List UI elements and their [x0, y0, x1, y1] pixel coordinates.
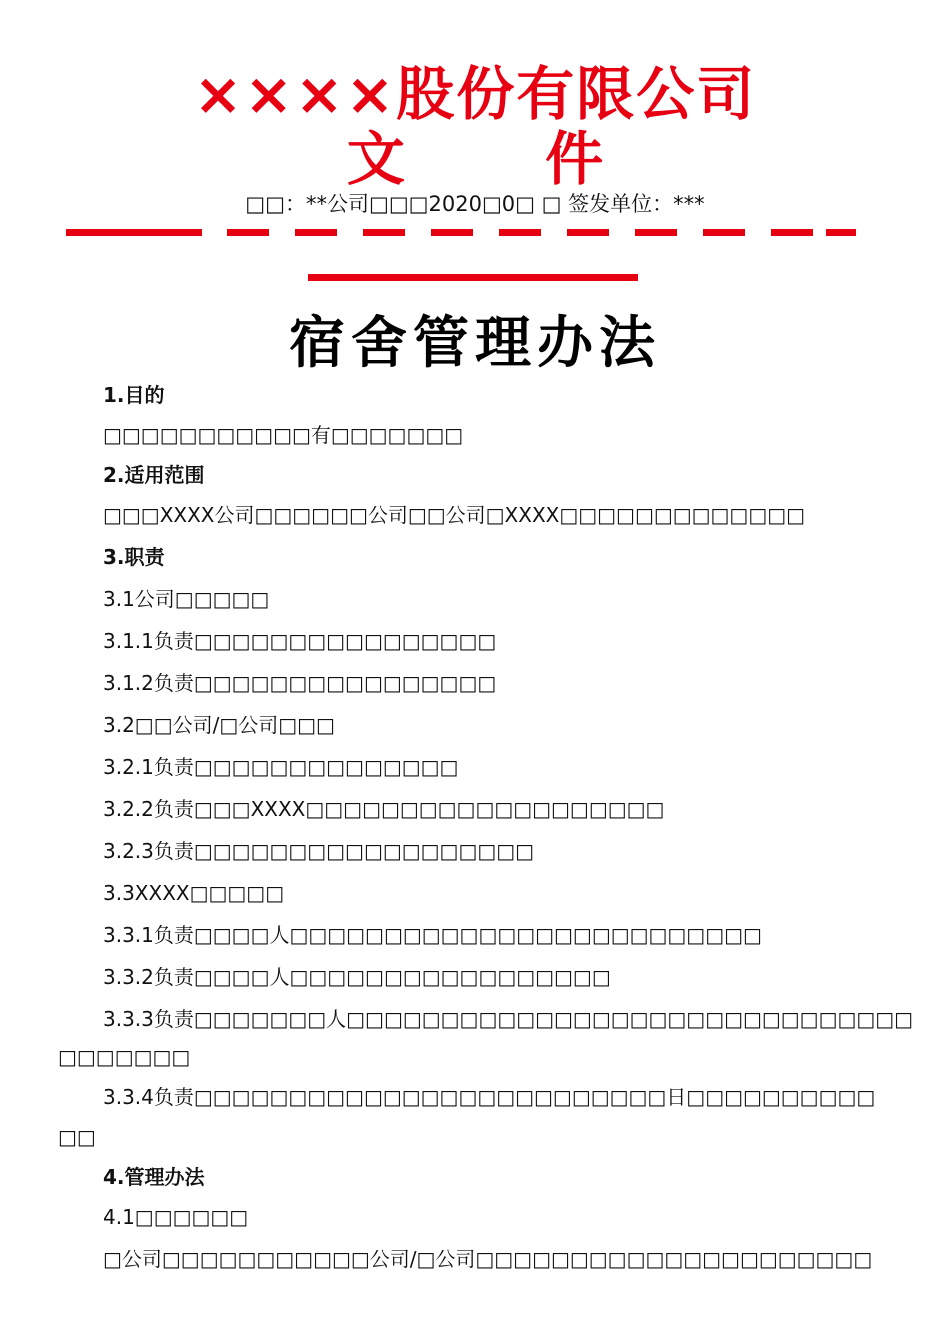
section-heading-purpose: 1.目的: [103, 383, 165, 407]
file-heading: 文 件: [346, 125, 664, 193]
list-item: 3.3XXXX□□□□□: [103, 881, 285, 905]
paragraph: □公司□□□□□□□□□□□公司/□公司□□□□□□□□□□□□□□□□□□□□□: [103, 1247, 873, 1271]
paragraph: □□□XXXX公司□□□□□□公司□□公司□XXXX□□□□□□□□□□□□□: [103, 503, 806, 527]
company-heading: ××××股份有限公司: [193, 60, 757, 128]
list-item: 4.1□□□□□□: [103, 1205, 249, 1229]
section-heading-scope: 2.适用范围: [103, 463, 205, 487]
list-item: 3.1.2负责□□□□□□□□□□□□□□□□: [103, 671, 497, 695]
document-number-line: □□：**公司□□□2020□0□ □ 签发单位：***: [245, 192, 705, 216]
list-item: 3.3.2负责□□□□人□□□□□□□□□□□□□□□□□: [103, 965, 611, 989]
section-heading-responsibilities: 3.职责: [103, 545, 165, 569]
red-separator-bottom: [308, 274, 638, 281]
paragraph: □□□□□□□□□□□有□□□□□□□: [103, 423, 464, 447]
list-item: 3.1公司□□□□□: [103, 587, 270, 611]
list-item: 3.3.4负责□□□□□□□□□□□□□□□□□□□□□□□□□日□□□□□□□□□□: [103, 1085, 876, 1109]
red-separator-top: [66, 229, 856, 236]
section-heading-management: 4.管理办法: [103, 1165, 205, 1189]
list-item: 3.2.2负责□□□XXXX□□□□□□□□□□□□□□□□□□□: [103, 797, 665, 821]
list-item: 3.2.3负责□□□□□□□□□□□□□□□□□□: [103, 839, 535, 863]
list-item: 3.2.1负责□□□□□□□□□□□□□□: [103, 755, 459, 779]
list-item: 3.3.3负责□□□□□□□人□□□□□□□□□□□□□□□□□□□□□□□□□□□□□□: [103, 1007, 914, 1031]
list-item: 3.2□□公司/□公司□□□: [103, 713, 335, 737]
document-title: 宿舍管理办法: [289, 311, 661, 376]
list-item-continuation: □□: [58, 1125, 96, 1149]
list-item: 3.3.1负责□□□□人□□□□□□□□□□□□□□□□□□□□□□□□□: [103, 923, 762, 947]
list-item: 3.1.1负责□□□□□□□□□□□□□□□□: [103, 629, 497, 653]
list-item-continuation: □□□□□□□: [58, 1045, 191, 1069]
